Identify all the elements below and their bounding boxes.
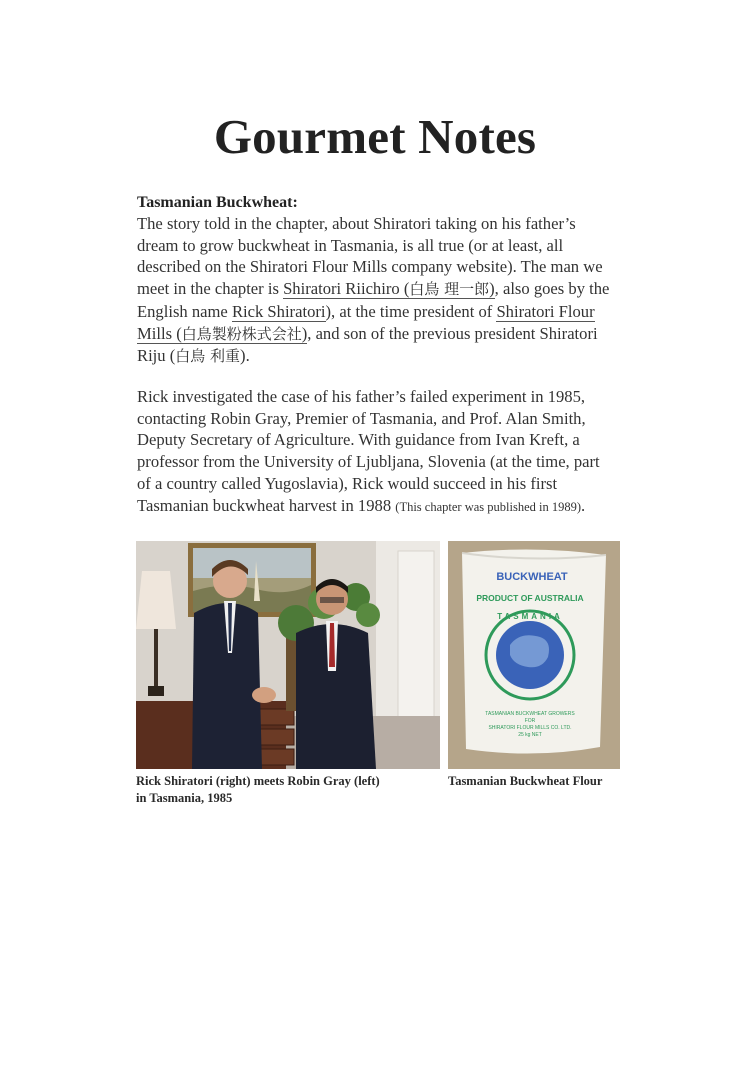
paragraph-history — [137, 386, 617, 518]
link-rick-shiratori[interactable]: Rick Shiratori — [231, 301, 326, 321]
caption-line: Rick Shiratori (right) meets Robin Gray (left) — [136, 774, 380, 788]
bag-mills-text: SHIRATORI FLOUR MILLS CO. LTD. — [488, 725, 572, 731]
caption-line: in Tasmania, 1985 — [136, 791, 233, 805]
bag-title: BUCKWHEAT — [496, 571, 568, 583]
photo-buckwheat-bag — [448, 541, 620, 769]
page-title: Gourmet Notes — [213, 109, 537, 164]
text-span-cjk: 白鳥 利重 — [175, 347, 241, 366]
link-shiratori-flour-mills[interactable]: Shiratori Flour Mills (白鳥製粉株式会社) — [137, 301, 595, 343]
publication-note: (This chapter was published in 1989) — [395, 499, 582, 514]
caption-buckwheat-flour: Tasmanian Buckwheat Flour — [448, 774, 603, 788]
bag-weight-text: 25 kg NET — [518, 732, 542, 738]
text-span: ). — [240, 346, 250, 366]
bag-growers-text: TASMANIAN BUCKWHEAT GROWERS — [485, 711, 575, 717]
caption-handshake — [136, 773, 426, 807]
text-span: . — [581, 495, 586, 515]
paragraph-intro — [137, 213, 617, 368]
text-span: ), at the time president of — [325, 301, 497, 321]
text-span: Rick investigated the case of his father’s failed experiment in 1985, contacting Robin Gray, Premier of Tasmania, and Prof. Alan Smith, Deputy Secretary of Agriculture. With guidance from Ivan Kreft, a professor from the University of Ljubljana, Slovenia (at the time, part of a country called Yugoslavia), Rick would succeed in his first Tasmanian buckwheat harvest in 1988 — [137, 387, 600, 515]
photo-handshake-illustration — [136, 541, 440, 769]
link-shiratori-riichiro[interactable]: Shiratori Riichiro (白鳥 理一郎) — [283, 279, 495, 299]
bag-for-text: FOR — [524, 718, 536, 724]
bag-product-text: PRODUCT OF AUSTRALIA — [476, 593, 584, 603]
photo-handshake — [136, 541, 440, 769]
text-span: , and son of the previous president Shiratori Riju ( — [137, 323, 598, 366]
text-span: , also goes by the English name — [137, 279, 610, 321]
section-heading: Tasmanian Buckwheat: — [137, 194, 298, 211]
bag-ring-text: TASMANIA — [497, 612, 563, 621]
buckwheat-bag-illustration — [448, 541, 620, 769]
text-span: The story told in the chapter, about Shiratori taking on his father’s dream to grow buckwheat in Tasmania, is all true (or at least, all described on the Shiratori Flour Mills company website). The man we meet in the chapter is — [137, 214, 603, 299]
